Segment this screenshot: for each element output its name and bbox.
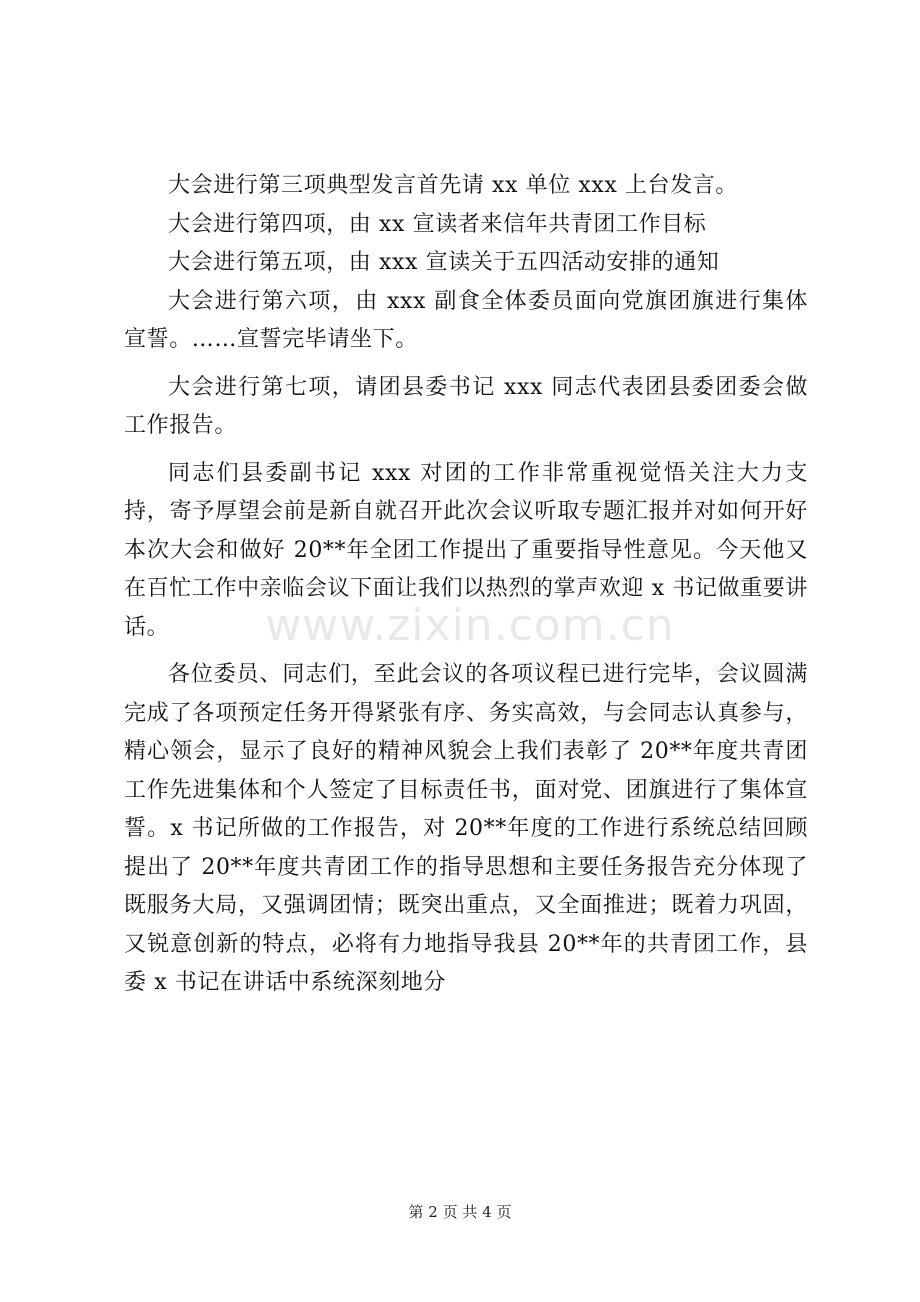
watermark: www.zixin.com.cn <box>265 600 675 651</box>
document-body <box>124 167 808 1003</box>
page-number-footer: 第 2 页 共 4 页 <box>408 1203 512 1221</box>
paragraph-item-5: 大会进行第五项，由 xxx 宣读关于五四活动安排的通知 <box>168 250 720 275</box>
paragraph-closing: 各位委员、同志们，至此会议的各项议程已进行完毕，会议圆满完成了各项预定任务开得紧张有序、务实高效，与会同志认真参与，精心领会，显示了良好的精神风貌会上我们表彰了 20**年度共青团工作先进集体和个人签定了目标责任书，面对党、团旗进行了集体宣誓。x 书记所做的工作报告，对 20**年度的工作进行系统总结回顾提出了 20**年度共青团工作的指导思想和主要任务报告充分体现了既服务大局，又强调团情；既突出重点，又全面推进；既着力巩固，又锐意创新的特点，必将有力地指导我县 20**年的共青团工作，县委 x 书记在讲话中系统深刻地分 <box>124 662 808 995</box>
paragraph-item-7: 大会进行第七项，请团县委书记 xxx 同志代表团县委团委会做工作报告。 <box>124 374 808 438</box>
paragraph-item-3: 大会进行第三项典型发言首先请 xx 单位 xxx 上台发言。 <box>168 173 739 198</box>
paragraph-item-4: 大会进行第四项，由 xx 宣读者来信年共青团工作目标 <box>168 211 707 237</box>
paragraph-speech-intro: 同志们县委副书记 xxx 对团的工作非常重视觉悟关注大力支持，寄予厚望会前是新自就召开此次会议听取专题汇报并对如何开好本次大会和做好 20**年全团工作提出了重要指导性意见。今天他又在百忙工作中亲临会议下面让我们以热烈的掌声欢迎 x 书记做重要讲话。 <box>124 460 808 640</box>
paragraph-item-6: 大会进行第六项，由 xxx 副食全体委员面向党旗团旗进行集体宣誓。……宣誓完毕请坐下。 <box>124 288 808 352</box>
